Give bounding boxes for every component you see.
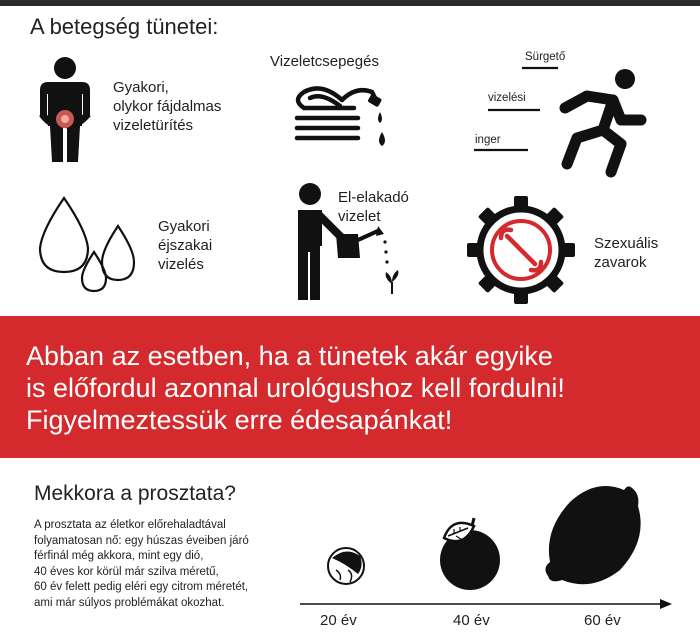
page-title: A betegség tünetei:	[30, 14, 219, 39]
warning-line-2: is előfordul azonnal urológushoz kell fordulni!	[26, 373, 565, 403]
man-pain-icon	[30, 56, 105, 166]
symptom-frequent-line2: olykor fájdalmas	[113, 98, 222, 115]
symptom-sexual-label	[594, 234, 658, 272]
urge-word-1: Sürgető	[525, 51, 566, 63]
speed-lines	[470, 66, 560, 156]
symptom-night-line1: Gyakori	[158, 218, 210, 235]
age-label-40: 40 év	[453, 612, 490, 629]
lemon-icon	[544, 480, 644, 592]
symptom-stuck-label	[338, 188, 409, 226]
warning-text	[26, 340, 696, 436]
hose-drip-icon	[292, 78, 402, 158]
symptom-stuck-line2: vizelet	[338, 208, 381, 225]
symptom-dripping-label: Vizeletcsepegés	[270, 53, 379, 70]
plum-icon	[438, 512, 502, 592]
symptom-frequent-line3: vizeletürítés	[113, 117, 194, 134]
symptom-frequent-line1: Gyakori,	[113, 79, 169, 96]
desc-line: A prosztata az életkor előrehaladtával	[34, 519, 226, 531]
desc-line: 40 éves kor körül már szilva méretű,	[34, 565, 219, 578]
desc-line: folyamatosan nő: egy húszas éveiben járó	[34, 534, 249, 547]
size-description	[34, 518, 304, 611]
symptom-night-line3: vizelés	[158, 256, 204, 273]
urge-word-3: inger	[475, 134, 501, 146]
urge-word-2: vizelési	[488, 92, 526, 104]
top-bar	[0, 0, 700, 6]
running-man-icon	[555, 68, 655, 178]
warning-line-1: Abban az esetben, ha a tünetek akár egyike	[26, 341, 553, 371]
desc-line: ami már súlyos problémákat okozhat.	[34, 596, 225, 609]
age-label-20: 20 év	[320, 612, 357, 629]
age-axis	[300, 598, 672, 610]
symptom-stuck-line1: El-elakadó	[338, 189, 409, 206]
drops-icon	[30, 196, 142, 294]
symptom-sexual-line1: Szexuális	[594, 235, 659, 252]
warning-line-3: Figyelmeztessük erre édesapánkat!	[26, 405, 453, 435]
symptom-sexual-line2: zavarok	[594, 254, 647, 271]
age-label-60: 60 év	[584, 612, 621, 629]
size-section-title: Mekkora a prosztata?	[34, 482, 236, 505]
symptom-frequent-label	[113, 78, 221, 135]
walnut-icon	[326, 544, 366, 586]
desc-line: férfinál még akkora, mint egy dió,	[34, 550, 204, 562]
symptom-night-line2: éjszakai	[158, 237, 213, 254]
gear-wrench-icon	[465, 194, 577, 306]
desc-line: 60 év felett pedig eléri egy citrom méretét,	[34, 581, 249, 593]
symptom-night-label	[158, 217, 212, 274]
